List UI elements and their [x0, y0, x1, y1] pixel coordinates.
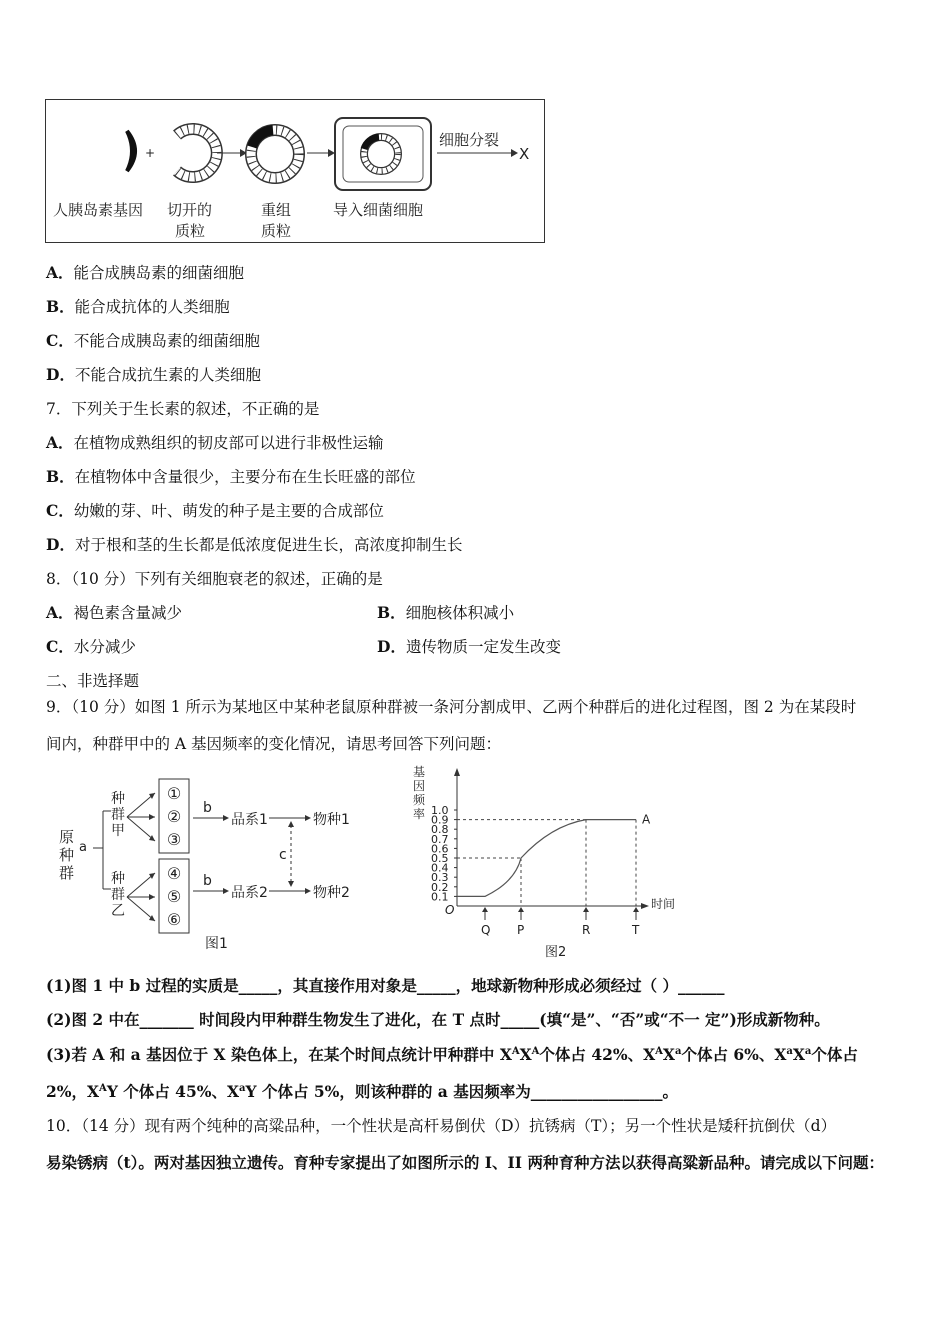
pop-yi-label-3: 乙 [111, 903, 125, 919]
q10-line1: 10．（14 分）现有两个纯种的高粱品种，一个性状是高杆易倒伏（D）抗锈病（T）；另一个性状是矮秆抗倒伏（d） [46, 1117, 837, 1135]
strain-2-label: 品系2 [231, 885, 268, 901]
q8-option-b: B．细胞核体积减小 [377, 603, 515, 622]
x-label: X [519, 145, 530, 163]
q10-line2: 易染锈病（t）。两对基因独立遗传。育种专家提出了如图所示的 I、II 两种育种方法以获得高粱新品种。请完成以下问题： [46, 1153, 884, 1172]
y-tick-label: 0.5 [431, 852, 449, 865]
q8-stem: 8．（10 分）下列有关细胞衰老的叙述，正确的是 [46, 570, 383, 588]
pop-jia-label-1: 种 [111, 791, 125, 807]
circle-2: ② [166, 807, 182, 826]
q9-stem-line1: 9．（10 分）如图 1 所示为某地区中某种老鼠原种群被一条河分割成甲、乙两个种群后的进化过程图，图 2 为在某段时 [46, 698, 857, 716]
origin-label-3: 群 [59, 864, 75, 882]
circle-1: ① [166, 784, 182, 803]
q8-option-c: C．水分减少 [46, 637, 136, 656]
y-tick-label: 0.2 [431, 880, 449, 894]
process-b-label-1: b [203, 800, 212, 816]
origin-label-1: 原 [59, 828, 75, 846]
ylabel-char-2: 因 [413, 779, 426, 793]
gene-label: 人胰岛素基因 [53, 201, 144, 219]
process-c-label: c [279, 847, 287, 863]
q8-option-d: D．遗传物质一定发生改变 [377, 637, 561, 656]
pop-yi-label-1: 种 [111, 871, 125, 887]
figure-1-caption: 图1 [205, 936, 228, 952]
y-tick-label: 0.9 [431, 813, 449, 827]
x-tick-label: P [517, 923, 525, 937]
circle-4: ④ [166, 864, 182, 883]
pop-jia-label-3: 甲 [111, 823, 125, 839]
q8-option-a: A．褐色素含量减少 [46, 603, 183, 622]
gene-frequency-chart [405, 762, 695, 962]
figure-2-caption: 图2 [545, 945, 567, 960]
x-tick-arrowhead [633, 907, 639, 912]
pop-yi-label-2: 群 [111, 887, 125, 903]
y-tick-label: 0.1 [431, 890, 449, 904]
species-2-label: 物种2 [313, 885, 350, 901]
y-tick-label: 0.6 [431, 842, 449, 856]
bacterial-cell-icon [335, 118, 431, 190]
plasmid-label-1: 切开的 [167, 201, 213, 219]
series-a-label: A [642, 812, 651, 827]
ylabel-char-3: 频 [413, 793, 426, 807]
y-tick-label: 0.8 [431, 823, 449, 837]
recombinant-label-1: 重组 [261, 201, 292, 219]
y-tick-label: 0.7 [431, 832, 449, 846]
q9-sub1: (1)图 1 中 b 过程的实质是_____，其直接作用对象是_____，地球新物种形成必须经过（ ）______ [46, 976, 725, 995]
process-b-label-2: b [203, 873, 212, 889]
origin-label-2: 种 [59, 846, 75, 864]
y-tick-label: 0.3 [431, 871, 449, 885]
q9-stem-line2: 间内，种群甲中的 A 基因频率的变化情况，请思考回答下列问题： [46, 735, 502, 753]
q6-option-d: D．不能合成抗生素的人类细胞 [46, 365, 261, 384]
process-a-label: a [79, 840, 87, 855]
y-tick-label: 1.0 [431, 804, 449, 817]
x-tick-label: Q [481, 923, 491, 937]
insulin-gene-diagram [45, 99, 545, 243]
x-axis-label: 时间 [651, 897, 676, 911]
recombinant-plasmid-icon [251, 130, 299, 178]
q7-option-b: B．在植物体中含量很少，主要分布在生长旺盛的部位 [46, 467, 416, 486]
recombinant-label-2: 质粒 [261, 222, 292, 240]
q6-option-a: A．能合成胰岛素的细菌细胞 [46, 263, 245, 282]
evolution-diagram [55, 775, 375, 955]
x-tick-label: T [632, 923, 640, 937]
species-1-label: 物种1 [313, 812, 350, 828]
q9-sub3-line1: (3)若 A 和 a 基因位于 X 染色体上，在某个时间点统计甲种群中 $X^AX^A$个体占 42%、$X^AX^a$个体占 6%、$X^aX^a$个体占 [46, 1045, 858, 1064]
x-tick-arrowhead [482, 907, 488, 912]
gene-fragment [127, 131, 135, 171]
q9-sub2: (2)图 2 中在_______ 时间段内甲种群生物发生了进化，在 T 点时_____(填“是”、“否”或“不一 定”)形成新物种。 [46, 1010, 830, 1029]
q7-stem: 7．下列关于生长素的叙述，不正确的是 [46, 400, 320, 418]
section-title: 二、非选择题 [46, 672, 140, 690]
x-tick-arrowhead [583, 907, 589, 912]
q6-option-c: C．不能合成胰岛素的细菌细胞 [46, 331, 260, 350]
circle-5: ⑤ [166, 887, 182, 906]
ylabel-char-4: 率 [413, 807, 426, 821]
pop-jia-label-2: 群 [111, 807, 125, 823]
q7-option-c: C．幼嫩的芽、叶、萌发的种子是主要的合成部位 [46, 501, 384, 520]
circle-6: ⑥ [166, 910, 182, 929]
origin-o-label: O [445, 903, 455, 917]
bacteria-label: 导入细菌细胞 [333, 201, 424, 219]
x-tick-label: R [582, 923, 591, 937]
x-tick-arrowhead [518, 907, 524, 912]
q6-option-b: B．能合成抗体的人类细胞 [46, 297, 230, 316]
plasmid-label-2: 质粒 [175, 222, 206, 240]
q7-option-a: A．在植物成熟组织的韧皮部可以进行非极性运输 [46, 433, 384, 452]
division-label: 细胞分裂 [439, 131, 500, 149]
plus-sign: + [145, 146, 156, 160]
q9-sub3-line2: 2%，$X^AY$ 个体占 45%、$X^aY$ 个体占 5%，则该种群的 a 基因频率为_________________。 [46, 1082, 678, 1101]
y-tick-label: 0.4 [431, 861, 449, 875]
q7-option-d: D．对于根和茎的生长都是低浓度促进生长，高浓度抑制生长 [46, 535, 463, 554]
strain-1-label: 品系1 [231, 812, 268, 828]
ylabel-char-1: 基 [413, 765, 426, 779]
circle-3: ③ [166, 830, 182, 849]
cut-plasmid-icon [177, 129, 217, 177]
